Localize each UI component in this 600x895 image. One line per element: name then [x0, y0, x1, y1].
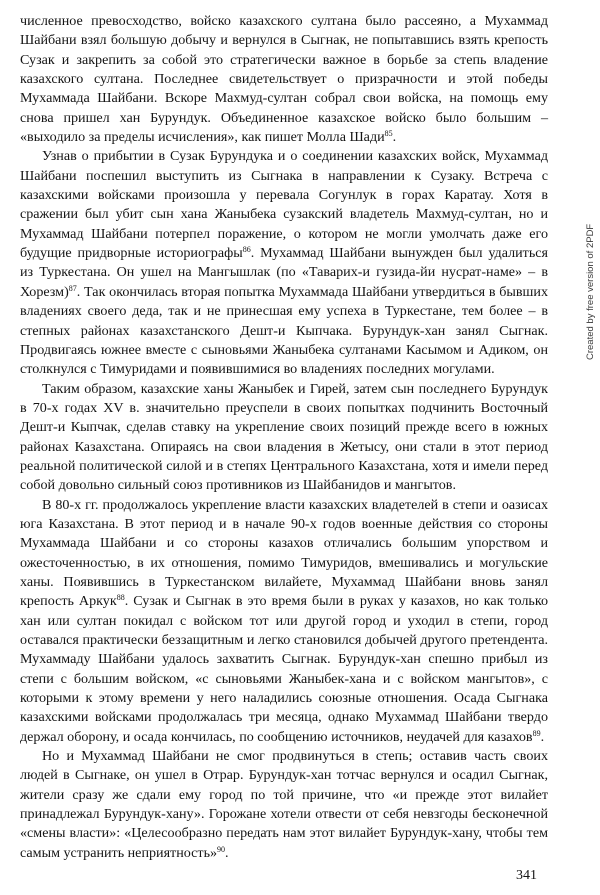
paragraph-4-text: В 80-х гг. продолжалось укрепление власти казахских владетелей в степи и оазисах юга Казахстана. В этот период и в начале 90-х годов военные действия со стороны Мухаммада Шайбани и со стороны казахов отличались большим упорством и ожесточенностью, в их отношения, помимо Тимуридов, вмешивались и могульские ханы. Появившись в Туркестанском вилайете, Мухаммад Шайбани вновь занял крепость Аркук [20, 496, 548, 610]
footnote-86[interactable]: 86 [242, 245, 251, 255]
paragraph-5 [20, 747, 548, 863]
watermark [585, 223, 597, 372]
paragraph-1-tail: . [392, 129, 397, 146]
footnote-89[interactable]: 89 [532, 728, 541, 738]
paragraph-4 [20, 496, 548, 747]
paragraph-4-tail: . [540, 728, 545, 745]
paragraph-2-tail: . Так окончилась вторая попытка Мухаммада Шайбани утвердиться в бывших владениях своего деда, так и не принесшая ему успеха в Туркестане, тем более – в степных районах казахстанского Дешт-и Кыпчака. Бурундук-хан занял Сыгнак. Продвигаясь южнее вместе с сыновьями Жаныбека султанами Касымом и Адиком, он столкнулся с Тимуридами и появившимися во владениях последних могулами. [20, 283, 548, 378]
paragraph-2 [20, 147, 548, 379]
paragraph-3-text: Таким образом, казахские ханы Жаныбек и Гирей, затем сын последнего Бурундук в 70-х годах XV в. значительно преуспели в своих попытках подчинить Восточный Дешт-и Кыпчак, сделав ставку на укрепление своих позиций прежде всего в южных районах Казахстана. Опираясь на свои владения в Жетысу, они стали в этот период реальной политической силой и в степях Центрального Казахстана, хотя и имели перед собой довольно сильный союз противников из Шайбанидов и мангытов. [20, 380, 548, 494]
footnote-85[interactable]: 85 [384, 129, 393, 139]
footnote-88[interactable]: 88 [116, 593, 125, 603]
watermark-text: Created by free version of 2PDF [585, 223, 596, 360]
page-number: 341 [516, 868, 537, 883]
paragraph-1 [20, 12, 548, 147]
paragraph-5-text: Но и Мухаммад Шайбани не смог продвинуться в степь; оставив часть своих людей в Сыгнаке, он ушел в Отрар. Бурундук-хан тотчас вернулся и осадил Сыгнак, жители сразу же сдали ему город по той причине, что «и прежде этот вилайет принадлежал Бурундук-хану». Горожане хотели отвести от себя невзгоды бесконечной «смены власти»: «Целесообразно передать нам этот вилайет Бурундук-хану, чтобы тем самым устранить неприятность» [20, 748, 548, 861]
paragraph-2-middle: . Мухаммад Шайбани вынужден был удалиться из Туркестана. Он ушел на Мангышлак (по «Таварих-и гузида-йи нусрат-наме» – в Хорезм) [20, 245, 548, 300]
page-body [20, 12, 548, 863]
paragraph-1-text: численное превосходство, войско казахского султана было рассеяно, а Мухаммад Шайбани взял большую добычу и вернулся в Сыгнак, не попытавшись взять крепость Сузак и закрепить за собой это стратегически важное в борьбе за степь владение казахского султана. Последнее свидетельствует о призрачности и этой победы Мухаммада Шайбани. Вскоре Махмуд-султан собрал свои войска, на помощь ему снова пришел хан Бурундук. Объединенное казахское войско было большим – «выходило за пределы исчисления», как пишет Молла Шади [20, 13, 548, 146]
footnote-90[interactable]: 90 [217, 844, 226, 854]
paragraph-5-tail: . [225, 844, 229, 861]
paragraph-4-middle: . Сузак и Сыгнак в это время были в руках у казахов, но как только хан или султан покидал с войском тот или другой город и уходил в степи, город оставался практически беззащитным и легко становился добычей другого претендента. Мухаммаду Шайбани удалось захватить Сыгнак. Бурундук-хан спешно прибыл из степи с большим войском, «с сыновьями Жаныбек-хана и с войском мангытов», с которыми к этому времени у него наладились союзные отношения. Осада Сыгнака казахскими войсками продолжалась три месяца, однако Мухаммад Шайбани твердо держал оборону, и осада кончилась, по сообщению источников, неудачей для казахов [20, 593, 549, 745]
paragraph-3 [20, 380, 548, 496]
paragraph-2-text: Узнав о прибытии в Сузак Бурундука и о соединении казахских войск, Мухаммад Шайбани поспешил выступить из Сыгнака в направлении к Сузаку. Встреча с казахскими войсками произошла у перевала Согунлук в горах Каратау. Хотя в сражении был убит сын хана Жаныбека сузакский владетель Махмуд-султан, но и Мухаммад Шайбани потерпел поражение, о котором не могли умолчать даже его будущие придворные историографы [20, 148, 548, 262]
footnote-87[interactable]: 87 [68, 283, 77, 293]
